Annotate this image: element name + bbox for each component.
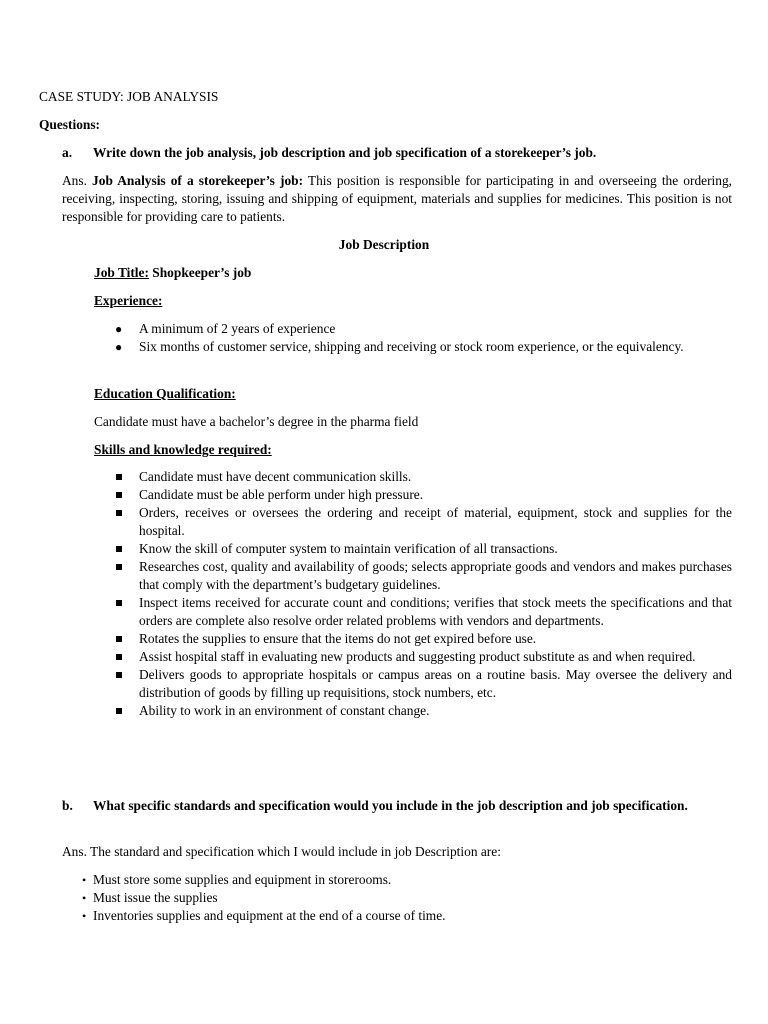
skills-item-text: Assist hospital staff in evaluating new products and suggesting product substitute as and when required. (139, 649, 696, 664)
experience-heading: Experience: (94, 293, 163, 308)
questions-label: Questions: (39, 117, 101, 132)
bullet-icon: • (82, 873, 87, 887)
list-item (80, 871, 446, 889)
skills-item-text: Researches cost, quality and availability of goods; selects appropriate goods and vendors and makes purchases that comply with the department’s budgetary guidelines. (139, 559, 732, 592)
bullet-icon: • (82, 891, 87, 905)
job-description-title: Job Description (338, 237, 430, 252)
list-item (80, 889, 446, 907)
square-bullet-icon (116, 654, 122, 660)
question-b-label: b. (62, 798, 73, 813)
question-b-text: What specific standards and specification would you include in the job description and job specification. (93, 798, 688, 813)
list-item (80, 907, 446, 925)
answer-a-text: This position is responsible for participating in and overseeing the ordering, receiving, inspecting, storing, issuing and shipping of equipment, materials and supplies for medicines. This position is not responsible for providing care to patients. (62, 173, 732, 224)
list-item (94, 468, 732, 486)
skills-list (94, 468, 732, 720)
experience-item-text: A minimum of 2 years of experience (139, 321, 336, 336)
answer-b-text: Ans. The standard and specification which I would include in job Description are: (62, 844, 501, 859)
list-item (94, 540, 732, 558)
question-b (62, 797, 732, 815)
education-heading: Education Qualification: (94, 386, 236, 401)
skills-item-text: Know the skill of computer system to maintain verification of all transactions. (139, 541, 558, 556)
square-bullet-icon (116, 564, 122, 570)
skills-heading: Skills and knowledge required: (94, 442, 272, 457)
list-item (94, 504, 732, 540)
bullet-icon: ● (115, 322, 123, 336)
skills-item-text: Delivers goods to appropriate hospitals or campus areas on a routine basis. May oversee the delivery and distribution of goods by filling up requisitions, stock numbers, etc. (139, 667, 732, 700)
skills-item-text: Ability to work in an environment of constant change. (139, 703, 430, 718)
square-bullet-icon (116, 708, 122, 714)
skills-item-text: Orders, receives or oversees the ordering and receipt of material, equipment, stock and supplies for the hospital. (139, 505, 732, 538)
education-text: Candidate must have a bachelor’s degree in the pharma field (94, 414, 419, 429)
question-a (62, 144, 596, 162)
square-bullet-icon (116, 510, 122, 516)
square-bullet-icon (116, 546, 122, 552)
experience-item-text: Six months of customer service, shipping and receiving or stock room experience, or the equivalency. (139, 339, 684, 354)
list-item (94, 486, 732, 504)
answer-b-item-text: Must issue the supplies (93, 890, 218, 905)
list-item (94, 666, 732, 702)
list-item (94, 648, 732, 666)
skills-item-text: Inspect items received for accurate count and conditions; verifies that stock meets the specifications and that orders are complete also resolve order related problems with vendors and departments. (139, 595, 732, 628)
answer-b-item-text: Must store some supplies and equipment in storerooms. (93, 872, 392, 887)
skills-item-text: Candidate must have decent communication skills. (139, 469, 412, 484)
job-title-value: Shopkeeper’s job (148, 265, 252, 280)
job-title-label: Job Title: (94, 265, 149, 280)
list-item (94, 320, 732, 338)
list-item (94, 338, 732, 356)
square-bullet-icon (116, 600, 122, 606)
square-bullet-icon (116, 492, 122, 498)
experience-list (94, 320, 732, 356)
answer-b-list (80, 871, 446, 925)
answer-a-lead: Job Analysis of a storekeeper’s job: (92, 173, 304, 188)
question-a-label: a. (62, 145, 73, 160)
skills-item-text: Candidate must be able perform under high pressure. (139, 487, 424, 502)
list-item (94, 702, 732, 720)
square-bullet-icon (116, 636, 122, 642)
skills-item-text: Rotates the supplies to ensure that the items do not get expired before use. (139, 631, 537, 646)
square-bullet-icon (116, 474, 122, 480)
list-item (94, 558, 732, 594)
document-heading: CASE STUDY: JOB ANALYSIS (39, 89, 219, 104)
answer-a-prefix: Ans. (62, 173, 93, 188)
square-bullet-icon (116, 672, 122, 678)
list-item (94, 594, 732, 630)
answer-b-item-text: Inventories supplies and equipment at the end of a course of time. (93, 908, 446, 923)
question-a-text: Write down the job analysis, job description and job specification of a storekeeper’s job. (93, 145, 597, 160)
answer-a (62, 172, 732, 226)
job-title (94, 264, 251, 282)
bullet-icon: • (82, 909, 87, 923)
list-item (94, 630, 732, 648)
bullet-icon: ● (115, 340, 123, 354)
